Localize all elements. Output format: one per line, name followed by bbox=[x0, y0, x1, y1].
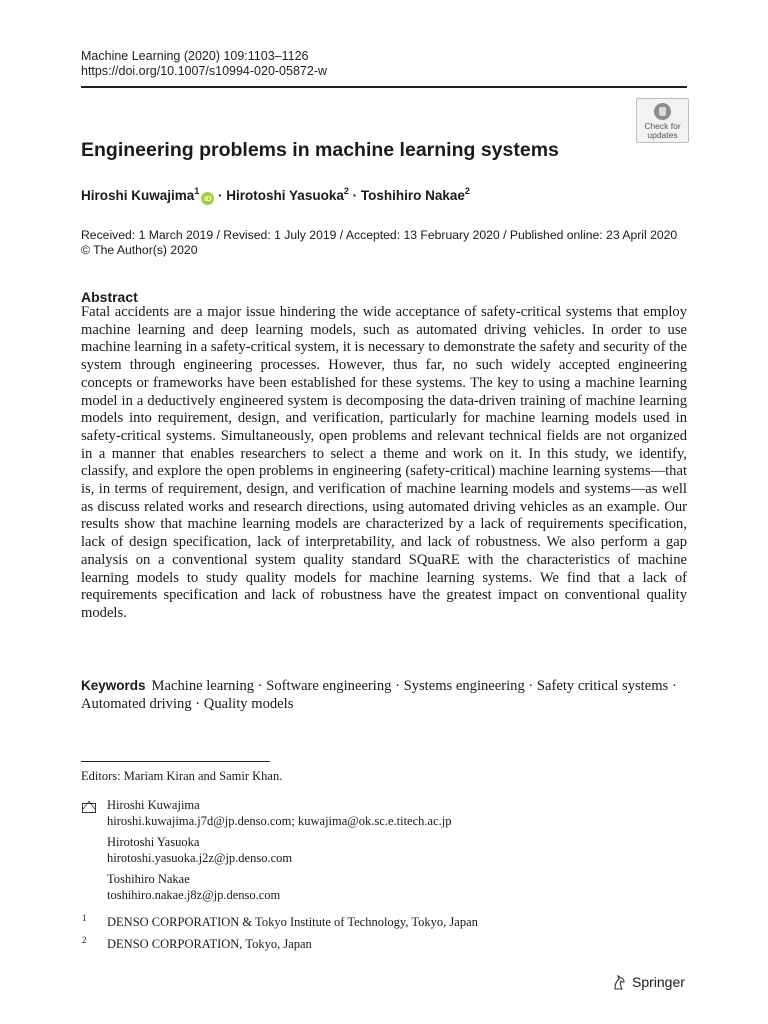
contact-name: Hiroshi Kuwajima bbox=[107, 798, 200, 812]
contact-email[interactable]: toshihiro.nakae.j8z@jp.denso.com bbox=[107, 887, 281, 902]
author-affiliation-mark: 2 bbox=[464, 186, 470, 196]
contact-email[interactable]: hirotoshi.yasuoka.j2z@jp.denso.com bbox=[107, 850, 293, 865]
doi-link[interactable]: https://doi.org/10.1007/s10994-020-05872-w bbox=[81, 64, 328, 78]
editors-note: Editors: Mariam Kiran and Samir Khan. bbox=[81, 769, 283, 783]
author-separator: · bbox=[214, 188, 227, 203]
affiliation-text: DENSO CORPORATION & Tokyo Institute of Technology, Tokyo, Japan bbox=[107, 915, 478, 929]
keywords-block bbox=[81, 677, 687, 713]
footnote-rule bbox=[81, 761, 270, 762]
paper-title: Engineering problems in machine learning systems bbox=[81, 139, 559, 161]
affiliation-text: DENSO CORPORATION, Tokyo, Japan bbox=[107, 937, 312, 951]
contact-entry bbox=[107, 798, 451, 829]
orcid-icon[interactable]: iD bbox=[201, 192, 214, 205]
author-name[interactable]: Hirotoshi Yasuoka bbox=[226, 188, 344, 203]
publisher-name: Springer bbox=[632, 974, 685, 990]
journal-citation: Machine Learning (2020) 109:1103–1126 bbox=[81, 49, 309, 63]
author-name[interactable]: Toshihiro Nakae bbox=[360, 188, 465, 203]
contact-name: Hirotoshi Yasuoka bbox=[107, 835, 200, 849]
envelope-icon bbox=[82, 803, 96, 813]
keywords-list: Machine learning · Software engineering · Systems engineering · Safety critical systems · Automated driving · Quality models bbox=[81, 678, 677, 712]
keywords-heading: Keywords bbox=[81, 678, 146, 693]
author-list bbox=[81, 186, 470, 205]
affiliation-number: 1 bbox=[82, 913, 87, 923]
contact-name: Toshihiro Nakae bbox=[107, 872, 190, 886]
check-for-updates-badge[interactable] bbox=[636, 98, 689, 143]
springer-horse-icon bbox=[612, 974, 626, 990]
badge-label: Check for updates bbox=[644, 121, 681, 140]
author-name[interactable]: Hiroshi Kuwajima bbox=[81, 188, 195, 203]
contact-entry bbox=[107, 835, 292, 866]
author-affiliation-mark: 2 bbox=[343, 186, 349, 196]
dates-line: Received: 1 March 2019 / Revised: 1 July 2019 / Accepted: 13 February 2020 / Published online: 23 April 2020 bbox=[81, 228, 678, 242]
abstract-heading: Abstract bbox=[81, 289, 138, 305]
author-separator: · bbox=[348, 188, 361, 203]
author-affiliation-mark: 1 bbox=[194, 186, 200, 196]
publisher-logo bbox=[612, 974, 685, 990]
bookmark-icon bbox=[654, 103, 671, 120]
publication-history bbox=[81, 228, 677, 258]
copyright-line: © The Author(s) 2020 bbox=[81, 243, 198, 257]
abstract-body: Fatal accidents are a major issue hindering the wide acceptance of safety-critical systems that employ machine learning and deep learning models, such as automated driving vehicles. In order to use machine learning in a safety-critical system, it is necessary to demonstrate the safety and security of the system through engineering processes. However, thus far, no such widely accepted engineering concepts or frameworks have been established for these systems. The key to using a machine learning model in a deductively engineered system is decomposing the data-driven training of machine learning models into requirement, design, and verification, particularly for machine learning models used in safety-critical systems. Simultaneously, open problems and relevant technical fields are not organized in a manner that enables researchers to select a theme and work on it. In this study, we identify, classify, and explore the open problems in engineering (safety-critical) machine learning systems—that is, in terms of requirement, design, and verification of machine learning models and systems—as well as discuss related works and research directions, using automated driving vehicles as an example. Our results show that machine learning models are characterized by a lack of requirements specification, lack of design specification, lack of interpretability, and lack of robustness. We also perform a gap analysis on a conventional system quality standard SQuaRE with the characteristics of machine learning models to study quality models for machine learning systems. We find that a lack of requirements specification and lack of robustness have the greatest impact on conventional quality models. bbox=[81, 304, 687, 621]
affiliation-number: 2 bbox=[82, 935, 87, 945]
contact-email[interactable]: hiroshi.kuwajima.j7d@jp.denso.com; kuwajima@ok.sc.e.titech.ac.jp bbox=[107, 813, 452, 828]
contact-entry bbox=[107, 872, 280, 903]
header-rule bbox=[81, 86, 687, 88]
